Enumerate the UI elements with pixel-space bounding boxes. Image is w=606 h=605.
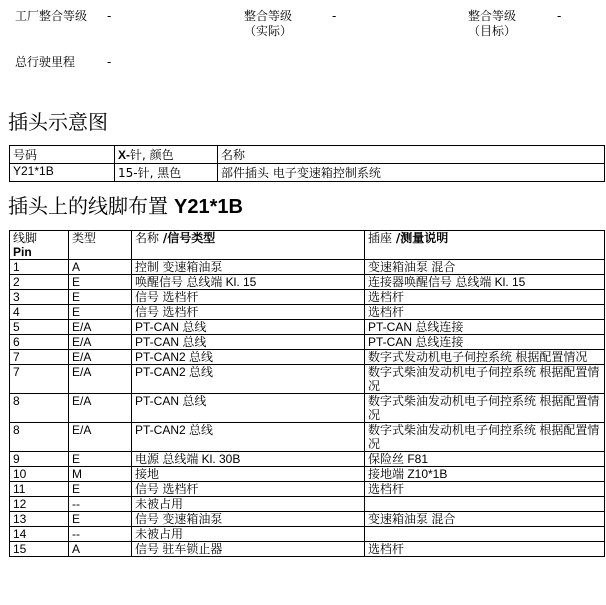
pin-name-cell: PT-CAN2 总线 [132,365,365,394]
pin-type-cell: A [69,260,132,275]
pin-socket-cell: 连接器唤醒信号 总线端 Kl. 15 [365,275,605,290]
pin-name-cell: 接地 [132,467,365,482]
pin-name-cell: PT-CAN2 总线 [132,423,365,452]
target-level-block [452,9,532,39]
pin-name-cell: PT-CAN2 总线 [132,350,365,365]
pin-number-cell: 14 [10,527,69,542]
pin-number-cell: 3 [10,290,69,305]
pin-type-cell: E/A [69,365,132,394]
plug-table-row [10,164,605,182]
pin-col-socket-a: 插座 [368,231,393,245]
pin-number-cell: 11 [10,482,69,497]
pin-socket-cell: 数字式柴油发动机电子伺控系统 根据配置情况 [365,394,605,423]
plug-section-title: 插头示意图 [8,110,108,134]
pin-row [10,512,605,527]
pin-row [10,497,605,512]
mileage-value: - [107,55,112,69]
pin-col-name-b: /信号类型 [162,231,216,245]
pin-row [10,482,605,497]
actual-level-value: - [332,9,337,23]
pin-type-cell: -- [69,497,132,512]
pin-number-cell: 4 [10,305,69,320]
pin-col-name-a: 名称 [135,231,160,245]
pin-name-cell: 未被占用 [132,527,365,542]
pin-socket-cell: PT-CAN 总线连接 [365,320,605,335]
pin-socket-cell [365,497,605,512]
pin-name-cell: 电源 总线端 Kl. 30B [132,452,365,467]
pin-row [10,275,605,290]
pin-number-cell: 8 [10,394,69,423]
pin-number-cell: 5 [10,320,69,335]
pin-name-cell: 唤醒信号 总线端 Kl. 15 [132,275,365,290]
plug-col-pins-prefix: X- [118,148,130,162]
pin-type-cell: E/A [69,320,132,335]
pin-type-cell: E [69,482,132,497]
pin-row [10,320,605,335]
pin-type-cell: -- [69,527,132,542]
pin-section-title [8,194,243,219]
pin-number-cell: 8 [10,423,69,452]
pin-name-cell: 信号 选档杆 [132,482,365,497]
factory-level-block [15,9,105,24]
pin-row [10,394,605,423]
plug-col-pins [115,146,218,164]
pin-name-cell: PT-CAN 总线 [132,320,365,335]
pin-section-title-text: 插头上的线脚布置 [8,194,168,218]
pin-socket-cell: 选档杆 [365,290,605,305]
pin-number-cell: 6 [10,335,69,350]
pin-row [10,335,605,350]
pin-table-body [10,260,605,557]
pin-number-cell: 1 [10,260,69,275]
pin-type-cell: E/A [69,350,132,365]
pin-socket-cell: 接地端 Z10*1B [365,467,605,482]
pin-row [10,305,605,320]
plug-name-cell: 部件插头 电子变速箱控制系统 [218,164,605,182]
plug-col-name: 名称 [218,146,605,164]
factory-level-label: 工厂整合等级 [15,9,88,23]
actual-level-label: 整合等级 [243,9,292,23]
actual-level-block [228,9,308,39]
pin-type-cell: M [69,467,132,482]
pin-row [10,290,605,305]
pin-name-cell: 控制 变速箱油泵 [132,260,365,275]
pin-type-cell: A [69,542,132,557]
pin-col-pin [10,231,69,260]
plug-number-cell: Y21*1B [10,164,115,182]
mileage-label: 总行驶里程 [15,55,76,69]
pin-type-cell: E/A [69,335,132,350]
pin-table [9,230,605,557]
pin-number-cell: 7 [10,350,69,365]
pin-number-cell: 7 [10,365,69,394]
pin-name-cell: 信号 选档杆 [132,290,365,305]
actual-level-sublabel: （实际） [243,24,292,38]
pin-type-cell: E/A [69,394,132,423]
plug-table [9,145,605,182]
pin-table-header [10,231,605,260]
target-level-sublabel: （目标） [467,24,516,38]
pin-row [10,350,605,365]
pin-socket-cell: 数字式柴油发动机电子伺控系统 根据配置情况 [365,423,605,452]
pin-row [10,452,605,467]
pin-socket-cell: 选档杆 [365,305,605,320]
pin-name-cell: PT-CAN 总线 [132,394,365,423]
pin-type-cell: E/A [69,423,132,452]
pin-type-cell: E [69,275,132,290]
pin-col-socket-b: /测量说明 [395,231,449,245]
plug-pins-cell: 15-针, 黑色 [115,164,218,182]
pin-socket-cell [365,527,605,542]
pin-col-name [132,231,365,260]
target-level-value: - [557,9,562,23]
pin-socket-cell: 变速箱油泵 混合 [365,260,605,275]
pin-type-cell: E [69,512,132,527]
pin-col-type: 类型 [69,231,132,260]
pin-name-cell: 信号 驻车锁止器 [132,542,365,557]
pin-socket-cell: 数字式柴油发动机电子伺控系统 根据配置情况 [365,365,605,394]
pin-row [10,423,605,452]
pin-section-code: Y21*1B [174,196,243,218]
pin-socket-cell: 保险丝 F81 [365,452,605,467]
pin-col-socket [365,231,605,260]
pin-row [10,527,605,542]
pin-name-cell: 未被占用 [132,497,365,512]
pin-name-cell: 信号 变速箱油泵 [132,512,365,527]
pin-number-cell: 9 [10,452,69,467]
pin-number-cell: 15 [10,542,69,557]
factory-level-value: - [107,9,112,23]
plug-col-number: 号码 [10,146,115,164]
pin-socket-cell: 选档杆 [365,542,605,557]
pin-number-cell: 10 [10,467,69,482]
target-level-label: 整合等级 [467,9,516,23]
plug-col-pins-suffix: 针, 颜色 [130,148,174,162]
pin-type-cell: E [69,305,132,320]
pin-type-cell: E [69,452,132,467]
pin-socket-cell: 选档杆 [365,482,605,497]
pin-number-cell: 12 [10,497,69,512]
pin-row [10,365,605,394]
pin-socket-cell: PT-CAN 总线连接 [365,335,605,350]
pin-row [10,260,605,275]
pin-number-cell: 2 [10,275,69,290]
pin-type-cell: E [69,290,132,305]
pin-name-cell: 信号 选档杆 [132,305,365,320]
plug-table-header [10,146,605,164]
pin-col-pin-label: 线脚 [13,231,38,245]
pin-socket-cell: 变速箱油泵 混合 [365,512,605,527]
pin-socket-cell: 数字式发动机电子伺控系统 根据配置情况 [365,350,605,365]
pin-row [10,542,605,557]
pin-number-cell: 13 [10,512,69,527]
pin-row [10,467,605,482]
pin-name-cell: PT-CAN 总线 [132,335,365,350]
pin-col-pin-sublabel: Pin [13,245,32,259]
